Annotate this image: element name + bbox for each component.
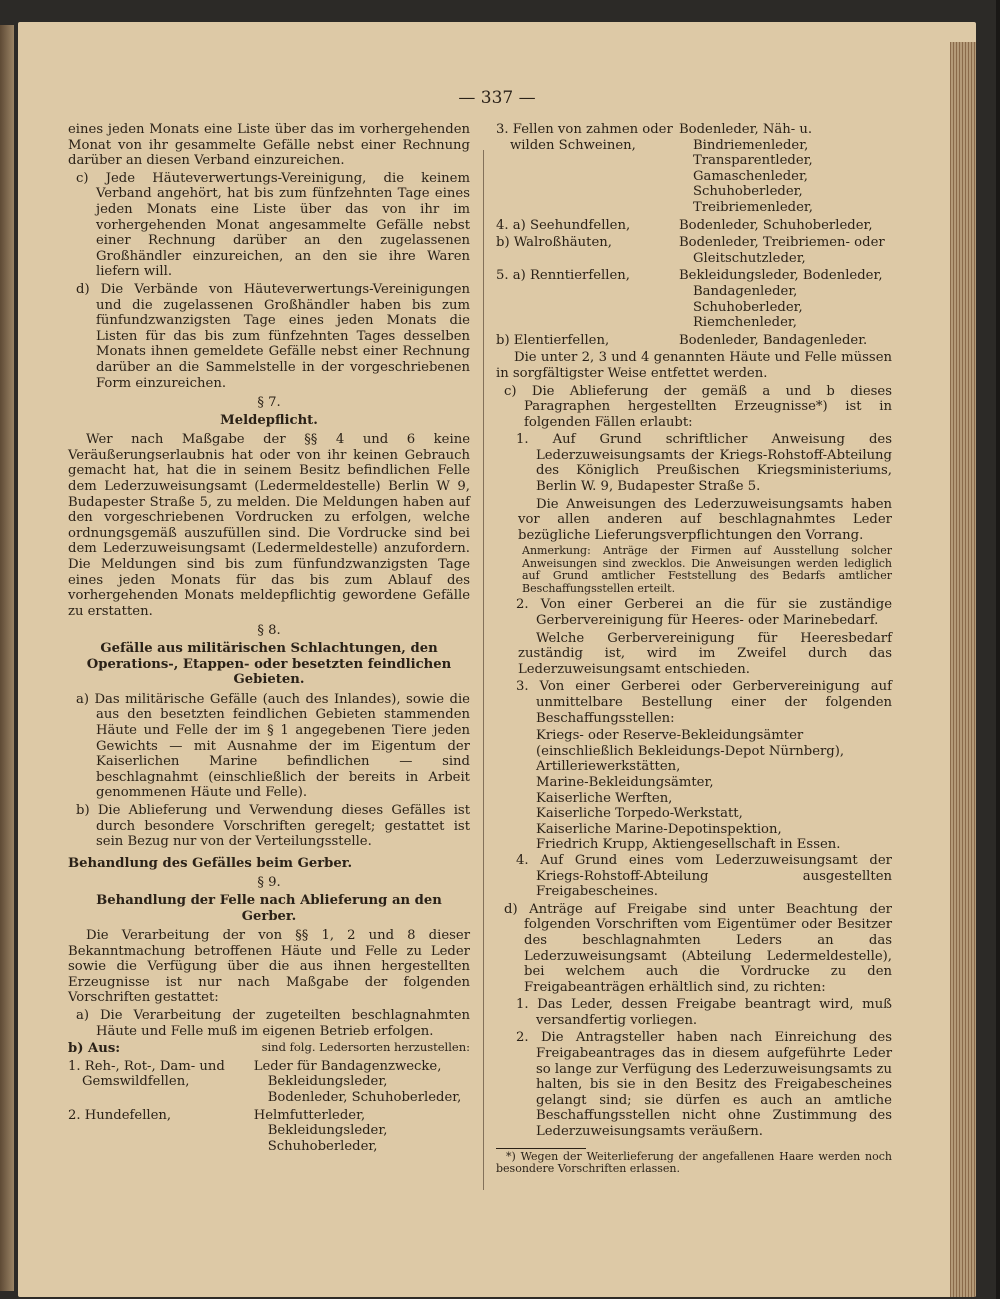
- raw-material: 2. Hundefellen,: [68, 1107, 172, 1123]
- clause-d: d) Die Verbände von Häuteverwertungs-Vereinigungen und die zugelassenen Großhändler haben bis zum fünfundzwanzigsten Tage eines jeden Monats die Listen für das bis zum fünfzehnten Tages desselben Monats ihnen gemeldete Gefälle nebst einer Rechnung darüber an die Sammelstelle in der vorgeschriebenen Form einzureichen.: [76, 281, 470, 391]
- raw-material: 5. a) Renntierfellen,: [496, 268, 630, 284]
- raw-material: 1. Reh-, Rot-, Dam- und Gemswildfellen,: [68, 1058, 225, 1090]
- column-caption: sind folg. Ledersorten herzustellen:: [261, 1040, 470, 1055]
- clause-d-item-2: 2. Die Antragsteller haben nach Einreichung des Freigabeantrages das in diesem aufgeführte Leder so lange zur Verfügung des Lederzuweisungsamts zu halten, bis sie in den Besitz des Freigabescheines gelangt sind; sie dürfen es auch an amtliche Beschaffungsstellen nicht ohne Zustimmung des Lederzuweisungsamts veräußern.: [516, 1030, 892, 1140]
- clause-c: c) Jede Häuteverwertungs-Vereinigung, die keinem Verband angehört, hat bis zum fünfzehnten Tage eines jeden Monats eine Liste über das von ihr im vorhergehenden Monat angesammelte Gefälle nebst einer Rechnung darüber an den zugelassenen Großhändler einzureichen, an den sie ihre Waren liefern will.: [76, 170, 470, 280]
- product-table-header: [68, 1041, 470, 1057]
- procurement-office: Kaiserliche Werften,: [536, 790, 673, 806]
- product-row: [68, 1059, 470, 1106]
- leather-types: Bodenleder, Treibriemen- oder Gleitschutzleder,: [678, 235, 885, 266]
- leather-types: Helmfutterleder, Bekleidungsleder, Schuhoberleder,: [253, 1107, 388, 1154]
- product-row: [496, 333, 892, 349]
- right-column: [496, 122, 892, 1178]
- clause-c-item-3: 3. Von einer Gerberei oder Gerbervereinigung auf unmittelbare Bestellung einer der folgenden Beschaffungsstellen:: [516, 679, 892, 726]
- leather-types: Bekleidungsleder, Bodenleder, Bandagenleder, Schuhoberleder, Riemchenleder,: [678, 268, 883, 331]
- product-row: [496, 268, 892, 330]
- leather-types: Leder für Bandagenzwecke, Bekleidungsleder, Bodenleder, Schuhoberleder,: [253, 1058, 462, 1106]
- section-9-number: § 9.: [257, 875, 281, 891]
- procurement-office: Marine-Bekleidungsämter,: [536, 774, 714, 790]
- clause-c-intro: c) Die Ablieferung der gemäß a und b dieses Paragraphen hergestellten Erzeugnisse*) ist in folgenden Fällen erlaubt:: [504, 383, 892, 430]
- clause-c-item-2: 2. Von einer Gerberei an die für sie zuständige Gerbervereinigung für Heeres- oder Marinebedarf.: [516, 597, 892, 629]
- column-divider: [483, 150, 484, 1190]
- clause-c-item-1-detail: Die Anweisungen des Lederzuweisungsamts haben vor allen anderen auf beschlagnahmtes Leder bezügliche Lieferungsverpflichtungen den Vorrang.: [518, 496, 892, 543]
- book-spine: [0, 25, 14, 1291]
- section-8-number: § 8.: [257, 623, 281, 639]
- clause-c-remark: Anmerkung: Anträge der Firmen auf Ausstellung solcher Anweisungen sind zwecklos. Die Anweisungen werden lediglich auf Grund amtlicher Feststellung des Bedarfs amtlicher Beschaffungsstellen erteilt.: [522, 544, 892, 595]
- paragraph-continuation: eines jeden Monats eine Liste über das im vorhergehenden Monat von ihr gesammelte Gefälle nebst einer Rechnung darüber an diesen Verband einzureichen.: [68, 122, 470, 169]
- section-7-text: Wer nach Maßgabe der §§ 4 und 6 keine Veräußerungserlaubnis hat oder von ihr keinen Gebrauch gemacht hat, hat die in seinem Besitz befindlichen Felle dem Lederzuweisungsamt (Ledermeldestelle) Berlin W 9, Budapester Straße 5, zu melden. Die Meldungen haben auf den vorgeschriebenen Vordrucken zu erfolgen, welche ordnungsgemäß auszufüllen sind. Die Vordrucke sind bei dem Lederzuweisungsamt (Ledermeldestelle) anzufordern. Die Meldungen sind bis zum fünfundzwanzigsten Tage eines jeden Monats für das bis zum Ablauf des vorhergehenden Monats meldepflichtig gewordene Gefälle zu erstatten.: [68, 432, 470, 619]
- footnote: *) Wegen der Weiterlieferung der angefallenen Haare werden noch besondere Vorschriften erlassen.: [496, 1149, 892, 1176]
- procurement-office: Kaiserliche Marine-Depotinspektion,: [536, 821, 782, 837]
- raw-material: b) Walroßhäuten,: [496, 235, 612, 251]
- section-9-text: Die Verarbeitung der von §§ 1, 2 und 8 dieser Bekanntmachung betroffenen Häute und Felle zu Leder sowie die Verfügung über die aus ihnen hergestellten Erzeugnisse ist nur nach Maßgabe der folgenden Vorschriften gestattet:: [68, 928, 470, 1006]
- section-7-title: Meldepflicht.: [220, 412, 318, 428]
- book-page: [18, 22, 976, 1297]
- section-9-clause-a: a) Die Verarbeitung der zugeteilten beschlagnahmten Häute und Felle muß im eigenen Betrieb erfolgen.: [76, 1008, 470, 1039]
- raw-material: b) Elentierfellen,: [496, 332, 610, 348]
- raw-material: 3. Fellen von zahmen oder wilden Schweinen,: [496, 122, 673, 153]
- section-9-title: Behandlung der Felle nach Ablieferung an den Gerber.: [96, 892, 442, 924]
- product-row: [68, 1108, 470, 1155]
- procurement-office: Kriegs- oder Reserve-Bekleidungsämter (einschließlich Bekleidungs-Depot Nürnberg),: [536, 728, 845, 759]
- degreasing-note: Die unter 2, 3 und 4 genannten Häute und Felle müssen in sorgfältigster Weise entfettet werden.: [496, 350, 892, 381]
- section-8-clause-b: b) Die Ablieferung und Verwendung dieses Gefälles ist durch besondere Vorschriften geregelt; gestattet ist sein Bezug nur von der Verteilungsstelle.: [76, 802, 470, 850]
- footnote-rule: [496, 1148, 586, 1149]
- leather-types: Bodenleder, Näh- u. Bindriemenleder, Transparentleder, Gamaschenleder, Schuhoberleder, Treibriemenleder,: [678, 122, 813, 215]
- product-row: [496, 122, 892, 216]
- left-column: [68, 122, 470, 1156]
- clause-d-intro: d) Anträge auf Freigabe sind unter Beachtung der folgenden Vorschriften vom Eigentümer oder Besitzer des beschlagnahmten Leders an das Lederzuweisungsamt (Abteilung Ledermeldestelle), bei welchem auch die Vordrucke zu den Freigabeanträgen erhältlich sind, zu richten:: [504, 901, 892, 995]
- procurement-office: Friedrich Krupp, Aktiengesellschaft in Essen.: [536, 837, 841, 853]
- section-8-title: Gefälle aus militärischen Schlachtungen, den Operations-, Etappen- oder besetzten feindlichen Gebieten.: [86, 641, 452, 688]
- page-number: — 337 —: [458, 88, 536, 108]
- clause-c-item-2-detail: Welche Gerbervereinigung für Heeresbedarf zuständig ist, wird im Zweifel durch das Lederzuweisungsamt entschieden.: [518, 630, 892, 677]
- clause-d-item-1: 1. Das Leder, dessen Freigabe beantragt wird, muß versandfertig vorliegen.: [516, 997, 892, 1028]
- clause-b-label: b) Aus:: [68, 1041, 121, 1057]
- leather-types: Bodenleder, Schuhoberleder,: [678, 217, 873, 233]
- section-7-number: § 7.: [257, 395, 281, 411]
- treatment-heading: Behandlung des Gefälles beim Gerber.: [68, 855, 353, 871]
- raw-material: 4. a) Seehundfellen,: [496, 217, 631, 233]
- scan-border: [996, 0, 1000, 1299]
- product-row: [496, 218, 892, 234]
- leather-types: Bodenleder, Bandagenleder.: [678, 332, 868, 348]
- procurement-office: Artilleriewerkstätten,: [536, 759, 681, 775]
- page-edge-stack: [950, 42, 976, 1297]
- product-row: [496, 235, 892, 266]
- procurement-office: Kaiserliche Torpedo-Werkstatt,: [536, 806, 743, 822]
- clause-c-item-4: 4. Auf Grund eines vom Lederzuweisungsamt der Kriegs-Rohstoff-Abteilung ausgestellten Freigabescheines.: [516, 852, 892, 900]
- section-8-clause-a: a) Das militärische Gefälle (auch des Inlandes), sowie die aus den besetzten feindlichen Gebieten stammenden Häute und Felle der im § 1 angegebenen Tiere jeden Gewichts — mit Ausnahme der im Eigentum der Kaiserlichen Marine befindlichen — sind beschlagnahmt (einschließlich der bereits in Arbeit genommenen Häute und Felle).: [76, 691, 470, 801]
- clause-c-item-1: 1. Auf Grund schriftlicher Anweisung des Lederzuweisungsamts der Kriegs-Rohstoff-Abteilung des Königlich Preußischen Kriegsministeriums, Berlin W. 9, Budapester Straße 5.: [516, 432, 892, 495]
